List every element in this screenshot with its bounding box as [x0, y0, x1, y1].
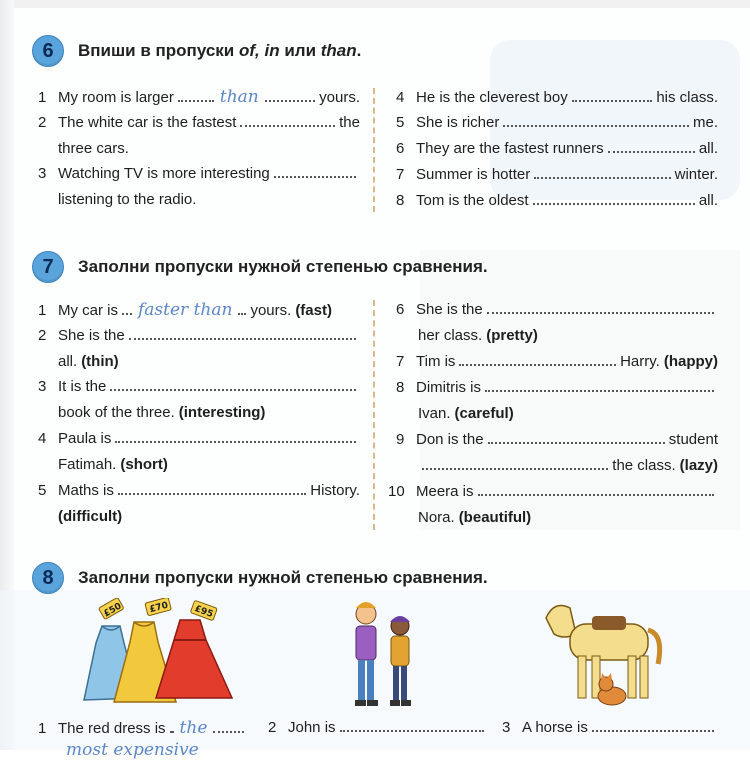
exercise-7-item-7: 7 Tim is Harry. (happy) [396, 350, 718, 374]
price-tag-icon [98, 598, 124, 620]
exercise-6-item-2-cont: three cars. [58, 140, 129, 157]
exercise-title: Заполни пропуски нужной степенью сравнения. [78, 257, 488, 276]
exercise-7-item-2-cont: all. (thin) [58, 353, 119, 370]
blank[interactable] [533, 189, 695, 205]
short-boy-icon [390, 616, 411, 706]
exercise-8-item-2: 2 John is [268, 716, 488, 740]
svg-text:£50: £50 [102, 601, 124, 620]
blank[interactable] [122, 299, 132, 315]
exercise-number-badge: 6 [32, 35, 64, 67]
blank[interactable] [488, 428, 665, 444]
horse-and-cat-illustration [540, 594, 670, 712]
blank[interactable] [503, 111, 689, 127]
blank[interactable] [170, 717, 174, 733]
exercise-7-item-6: 6 She is the [396, 298, 718, 322]
tall-boy-icon [355, 602, 378, 706]
exercise-7-item-3-cont: book of the three. (interesting) [58, 404, 266, 421]
previous-page-strip [14, 0, 750, 8]
exercise-8-item-1-cont [64, 738, 264, 762]
exercise-number-badge: 8 [32, 562, 64, 594]
exercise-7-item-9: 9 Don is the student [396, 428, 718, 452]
exercise-7-item-3: 3 It is the [38, 375, 360, 399]
blank[interactable] [238, 299, 246, 315]
exercise-6-header [32, 34, 361, 68]
exercise-6-item-8: 8 Tom is the oldest all. [396, 189, 718, 213]
handwritten-answer: most expensive [66, 740, 199, 760]
handwritten-answer: the [179, 718, 208, 738]
blank[interactable] [240, 111, 335, 127]
two-boys-illustration [340, 596, 420, 712]
exercise-title: Заполни пропуски нужной степенью сравнения. [78, 568, 488, 587]
svg-text:£95: £95 [193, 604, 215, 620]
blank[interactable] [129, 324, 356, 340]
exercise-6-item-5: 5 She is richer me. [396, 111, 718, 135]
exercise-6-item-3: 3 Watching TV is more interesting [38, 162, 360, 186]
blank[interactable] [459, 350, 616, 366]
exercise-6-item-3-cont: listening to the radio. [58, 191, 197, 208]
blank[interactable] [178, 86, 214, 102]
blank[interactable] [340, 716, 484, 732]
exercise-7-item-4-cont: Fatimah. (short) [58, 456, 168, 473]
exercise-8-item-1: 1 The red dress is the [38, 716, 248, 740]
handwritten-answer: than [219, 87, 259, 107]
exercise-7-item-10: 10 Meera is [388, 480, 718, 504]
price-tag-icon [145, 598, 172, 616]
blank[interactable] [572, 86, 653, 102]
blank[interactable] [534, 163, 670, 179]
exercise-7-item-5: 5 Maths is History. [38, 479, 360, 503]
column-divider [373, 300, 375, 530]
blank[interactable] [265, 86, 315, 102]
blank[interactable] [274, 162, 356, 178]
blank[interactable] [608, 137, 695, 153]
svg-text:£70: £70 [148, 600, 170, 616]
exercise-7-item-2: 2 She is the [38, 324, 360, 348]
blank[interactable] [115, 427, 356, 443]
cat-icon [598, 673, 626, 705]
exercise-7-item-6-cont: her class. (pretty) [418, 327, 538, 344]
red-dress-icon [156, 620, 232, 698]
exercise-7-item-8-cont: Ivan. (careful) [418, 405, 514, 422]
exercise-8-item-3: 3 A horse is [502, 716, 718, 740]
price-tag-icon [190, 600, 217, 620]
exercise-6-item-1: 1 My room is larger than yours. [38, 87, 360, 107]
exercise-6-item-4: 4 He is the cleverest boy his class. [396, 86, 718, 110]
exercise-number-badge: 7 [32, 251, 64, 283]
blank[interactable] [213, 717, 244, 733]
blank[interactable] [110, 375, 356, 391]
blank[interactable] [422, 454, 608, 470]
exercise-7-item-10-cont: Nora. (beautiful) [418, 509, 532, 526]
exercise-7-item-5-cont: (difficult) [58, 508, 123, 525]
column-divider [373, 88, 375, 212]
blank[interactable] [478, 480, 714, 496]
dresses-illustration [72, 598, 237, 710]
exercise-6-item-7: 7 Summer is hotter winter. [396, 163, 718, 187]
exercise-7-item-4: 4 Paula is [38, 427, 360, 451]
blank[interactable] [118, 479, 306, 495]
blank[interactable] [485, 376, 714, 392]
exercise-7-item-8: 8 Dimitris is [396, 376, 718, 400]
exercise-7-item-9-cont: the class. (lazy) [418, 454, 718, 478]
blank[interactable] [592, 716, 714, 732]
exercise-title: Впиши в пропуски of, in или than. [78, 41, 362, 60]
exercise-6-item-6: 6 They are the fastest runners all. [396, 137, 718, 161]
exercise-6-item-2: 2 The white car is the fastest the [38, 111, 360, 135]
exercise-8-header [32, 561, 488, 595]
exercise-7-item-1: 1 My car is faster than yours. (fast) [38, 300, 332, 320]
handwritten-answer: faster than [138, 300, 233, 320]
exercise-7-header [32, 250, 488, 284]
blank[interactable] [487, 298, 714, 314]
